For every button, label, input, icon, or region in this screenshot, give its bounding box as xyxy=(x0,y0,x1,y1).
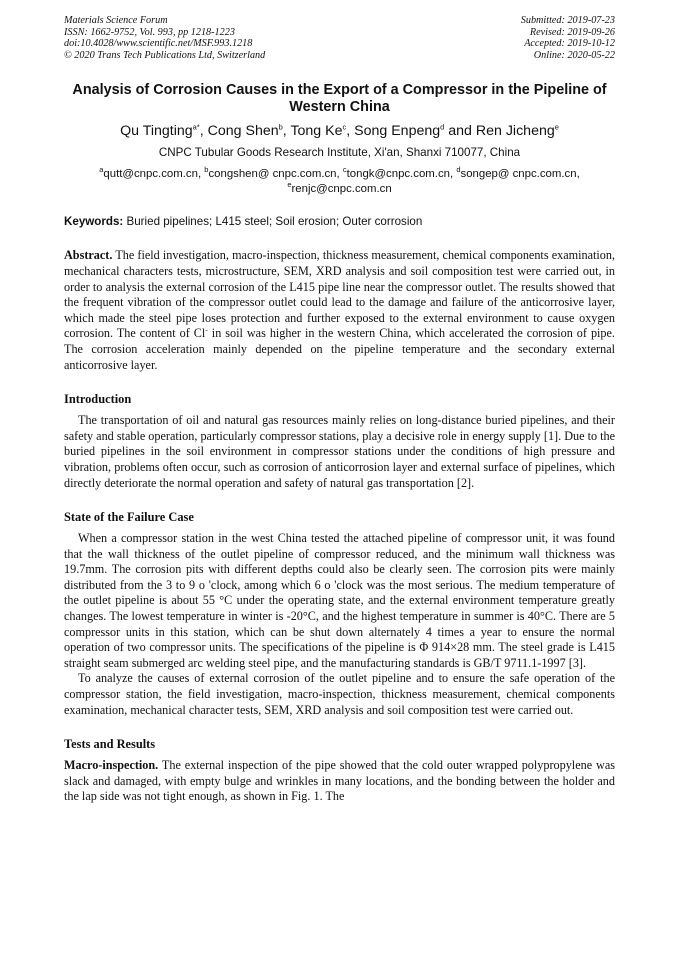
journal-issn: ISSN: 1662-9752, Vol. 993, pp 1218-1223 xyxy=(64,26,235,38)
paper-page xyxy=(64,15,615,805)
author-name: Tong Ke xyxy=(290,123,343,140)
affiliation: CNPC Tubular Goods Research Institute, Xi'an, Shanxi 710077, China xyxy=(158,146,521,160)
abstract: Abstract. The field investigation, macro-inspection, thickness measurement, chemical components examination, mechanical characters tests, microstructure, SEM, XRD analysis and soil composition test were carried out, in order to analysis the external corrosion of the L415 pipe line near the compressor outlet. The results showed that the frequent vibration of the compressor outlet could lead to the damage and failure of the anticorrosive layer, which made the steel pipe loses protection and further exposed to the external environment to cause oxygen corrosion. The content of Cl- in soil was higher in the western China, which accelerated the corrosion of pipe. The corrosion acceleration mainly depended on the pipeline temperature and the secondary external anticorrosive layer. xyxy=(64,248,615,372)
section-heading-failure-case: State of the Failure Case xyxy=(64,510,194,525)
date-online: Online: 2020-05-22 xyxy=(533,49,615,61)
journal-info xyxy=(64,15,265,61)
author-sup: b xyxy=(278,122,283,132)
author-sup: c xyxy=(342,122,347,132)
date-submitted: Submitted: 2019-07-23 xyxy=(520,15,615,26)
keywords-text: Buried pipelines; L415 steel; Soil erosion; Outer corrosion xyxy=(123,215,423,229)
date-revised: Revised: 2019-09-26 xyxy=(529,26,615,38)
author-name: Ren Jicheng xyxy=(475,123,555,140)
email-link[interactable]: congshen@ cnpc.com.cn xyxy=(208,168,337,181)
paper-title: Analysis of Corrosion Causes in the Export of a Compressor in the Pipeline of Western China xyxy=(72,82,607,116)
section-heading-introduction: Introduction xyxy=(64,392,132,407)
email-link[interactable]: qutt@cnpc.com.cn xyxy=(103,168,198,181)
author-sup: e xyxy=(554,122,559,132)
macro-inspection-text: The external inspection of the pipe showed that the cold outer wrapped polypropylene was slack and damaged, with empty bulge and wrinkles in many locations, and the bonding between the holder and the lap side was not tight enough, as shown in Fig. 1. The xyxy=(64,758,615,804)
author-emails: $^a$qutt@cnpc.com.cn, $^b$congshen@ cnpc.com.cn, $^c$tongk@cnpc.com.cn, $^d$songep@ cnpc.com.cn, $^e$renjc@cnpc.com.cn xyxy=(99,165,580,195)
email-link[interactable]: songep@ cnpc.com.cn xyxy=(460,168,577,181)
journal-copyright: © 2020 Trans Tech Publications Ltd, Switzerland xyxy=(64,49,266,61)
submission-dates xyxy=(521,15,615,61)
journal-name: Materials Science Forum xyxy=(64,15,168,26)
author-name: Cong Shen xyxy=(207,123,279,140)
author-name: Qu Tingting xyxy=(120,123,193,140)
email-link[interactable]: renjc@cnpc.com.cn xyxy=(291,182,392,195)
abstract-label: Abstract. xyxy=(64,248,113,263)
keywords-label: Keywords: xyxy=(64,215,124,229)
introduction-paragraph: The transportation of oil and natural gas resources mainly relies on long-distance buried pipelines, and their safety and stable operation, particularly compressor stations, play a decisive role in energy supply [1]. Due to the buried pipelines in the soil environment in compressor stations under the conditions of high pressure and vibration, problems often occur, such as corrosion of anticorrosion layer and external surface of pipelines, which directly deteriorate the normal operation and safety of natural gas transportation [2]. xyxy=(64,413,615,490)
abstract-text: The field investigation, macro-inspection, thickness measurement, chemical components examination, mechanical characters tests, microstructure, SEM, XRD analysis and soil composition test were carried out, in order to analysis the external corrosion of the L415 pipe line near the compressor outlet. The results showed that the frequent vibration of the compressor outlet could lead to the damage and failure of the anticorrosive layer, which made the steel pipe loses protection and further exposed to the external environment to cause oxygen corrosion. The content of Cl xyxy=(64,248,615,341)
date-accepted: Accepted: 2019-10-12 xyxy=(524,38,615,50)
journal-header xyxy=(64,15,615,61)
failure-case-paragraph: To analyze the causes of external corrosion of the outlet pipeline and to ensure the safe operation of the compressor station, the field investigation, macro-inspection, thickness measurement, chemical components examination, mechanical character tests, SEM, XRD analysis and soil composition test were carried out. xyxy=(64,671,615,717)
journal-doi: doi:10.4028/www.scientific.net/MSF.993.1218 xyxy=(64,38,253,50)
section-heading-tests: Tests and Results xyxy=(64,737,156,752)
macro-inspection-label: Macro-inspection. xyxy=(64,758,159,773)
failure-case-paragraph: When a compressor station in the west China tested the attached pipeline of compressor unit, it was found that the wall thickness of the outlet pipeline of compressor reduced, and the minimum wall thickness was 19.7mm. The corrosion pits with different depths could also be clearly seen. The corrosion pits were mainly distributed from the 3 to 9 o 'clock, among which 6 o 'clock was the most serious. The medium temperature of the outlet pipeline is about 55 °C under the operating state, and the external environment temperature greatly changes. The lowest temperature in winter is -20°C, and the highest temperature in summer is 40°C. There are 5 compressor units in this station, which can be shut down alternately 4 times a year to ensure the normal operation of two compressor units. The specifications of the pipeline is Φ 914×28 mm. The steel grade is L415 straight seam submerged arc welding steel pipe, and the manufacturing standards is GB/T 9711.1-1997 [3]. xyxy=(64,531,615,670)
author-list: Qu Tingting$^{a*}$, Cong Shen$^b$, Tong Ke$^c$, Song Enpeng$^d$ and Ren Jicheng$^e$ xyxy=(120,122,559,140)
author-sup: a* xyxy=(192,122,200,132)
keywords xyxy=(64,215,615,229)
macro-inspection-paragraph xyxy=(64,758,615,805)
email-link[interactable]: tongk@cnpc.com.cn xyxy=(346,168,450,181)
author-name: Song Enpeng xyxy=(354,123,441,140)
author-sup: d xyxy=(440,122,445,132)
